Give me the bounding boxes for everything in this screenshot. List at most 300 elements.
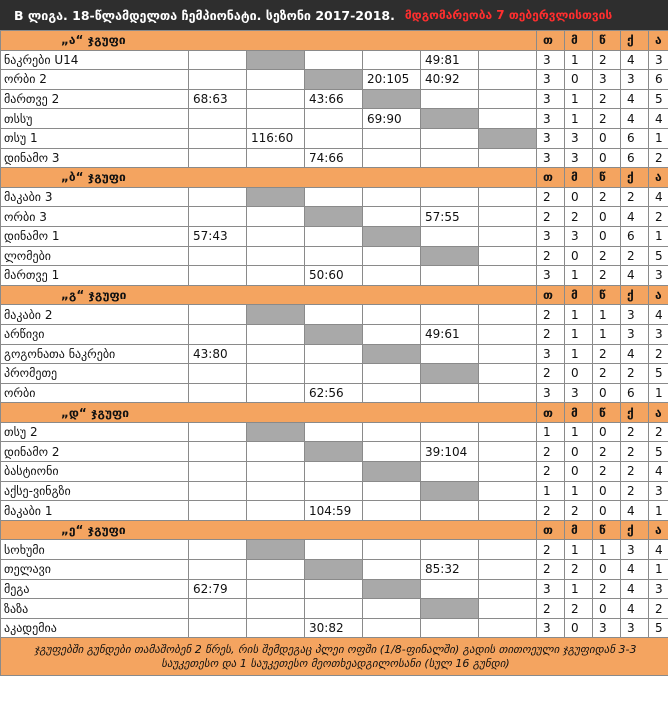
table-row — [1, 89, 668, 109]
stat-header: წ — [593, 285, 621, 305]
stat-cell: 3 — [649, 324, 668, 344]
score-cell — [247, 344, 305, 364]
team-name: თელავი — [1, 560, 189, 580]
group-name: „ა“ ჯგუფი — [1, 31, 537, 51]
score-cell — [421, 226, 479, 246]
stat-cell: 6 — [621, 226, 649, 246]
group-header-row — [1, 403, 668, 423]
score-cell — [421, 462, 479, 482]
score-cell: 49:61 — [421, 324, 479, 344]
stat-header: ა — [649, 168, 668, 188]
stat-cell: 0 — [593, 422, 621, 442]
table-row — [1, 599, 668, 619]
stat-cell: 1 — [593, 324, 621, 344]
score-cell — [189, 109, 247, 129]
stat-header: წ — [593, 168, 621, 188]
score-cell: 43:66 — [305, 89, 363, 109]
stat-cell: 0 — [565, 618, 593, 638]
table-row — [1, 383, 668, 403]
stat-header: მ — [565, 403, 593, 423]
empty-cell — [479, 442, 537, 462]
stat-cell: 2 — [621, 422, 649, 442]
score-cell: 39:104 — [421, 442, 479, 462]
score-cell — [189, 246, 247, 266]
score-cell — [421, 266, 479, 286]
stat-cell: 0 — [593, 207, 621, 227]
stat-cell: 2 — [565, 560, 593, 580]
empty-cell — [479, 422, 537, 442]
stat-cell: 3 — [537, 50, 565, 70]
stat-cell: 4 — [621, 344, 649, 364]
score-cell — [247, 599, 305, 619]
stat-header: ქ — [621, 285, 649, 305]
stat-cell: 2 — [565, 501, 593, 521]
stat-cell: 2 — [593, 344, 621, 364]
standings-table — [0, 30, 668, 676]
score-cell — [305, 462, 363, 482]
stat-cell: 2 — [649, 148, 668, 168]
score-cell — [421, 501, 479, 521]
stat-cell: 1 — [649, 501, 668, 521]
stat-cell: 6 — [621, 383, 649, 403]
stat-header: მ — [565, 168, 593, 188]
stat-cell: 5 — [649, 364, 668, 384]
score-cell — [363, 501, 421, 521]
score-cell — [363, 383, 421, 403]
table-row — [1, 70, 668, 90]
played-cell — [421, 109, 479, 129]
table-row — [1, 109, 668, 129]
empty-cell — [479, 207, 537, 227]
stat-cell: 2 — [593, 442, 621, 462]
empty-cell — [479, 148, 537, 168]
played-cell — [305, 70, 363, 90]
stat-cell: 0 — [593, 383, 621, 403]
empty-cell — [479, 305, 537, 325]
team-name: ზაზა — [1, 599, 189, 619]
score-cell — [247, 442, 305, 462]
stat-cell: 2 — [537, 540, 565, 560]
team-name: მართვე 1 — [1, 266, 189, 286]
table-row — [1, 579, 668, 599]
table-row — [1, 344, 668, 364]
score-cell — [247, 364, 305, 384]
score-cell — [305, 246, 363, 266]
stat-header: ქ — [621, 403, 649, 423]
team-name: ბასტიონი — [1, 462, 189, 482]
stat-cell: 1 — [537, 481, 565, 501]
stat-cell: 2 — [593, 246, 621, 266]
stat-cell: 3 — [537, 344, 565, 364]
stat-cell: 1 — [593, 305, 621, 325]
stat-cell: 2 — [537, 560, 565, 580]
score-cell — [421, 618, 479, 638]
team-name: აქსე-ვინგზი — [1, 481, 189, 501]
stat-header: ა — [649, 520, 668, 540]
score-cell: 40:92 — [421, 70, 479, 90]
team-name: პრომეთე — [1, 364, 189, 384]
stat-cell: 3 — [565, 383, 593, 403]
played-cell — [421, 364, 479, 384]
stat-cell: 2 — [593, 364, 621, 384]
score-cell: 104:59 — [305, 501, 363, 521]
score-cell — [189, 266, 247, 286]
score-cell — [247, 70, 305, 90]
stat-cell: 2 — [593, 187, 621, 207]
stat-cell: 2 — [649, 422, 668, 442]
score-cell — [305, 579, 363, 599]
score-cell — [247, 618, 305, 638]
score-cell — [363, 324, 421, 344]
stat-header: მ — [565, 31, 593, 51]
stat-cell: 2 — [593, 50, 621, 70]
group-header-row — [1, 31, 668, 51]
stat-cell: 3 — [537, 226, 565, 246]
stat-cell: 3 — [537, 618, 565, 638]
score-cell: 62:79 — [189, 579, 247, 599]
score-cell — [247, 579, 305, 599]
stat-cell: 2 — [537, 501, 565, 521]
stat-header: თ — [537, 403, 565, 423]
stat-cell: 2 — [621, 462, 649, 482]
table-row — [1, 128, 668, 148]
stat-cell: 5 — [649, 89, 668, 109]
stat-cell: 1 — [565, 481, 593, 501]
score-cell — [305, 305, 363, 325]
table-row — [1, 187, 668, 207]
score-cell — [363, 364, 421, 384]
empty-cell — [479, 70, 537, 90]
score-cell — [247, 324, 305, 344]
stat-cell: 4 — [621, 207, 649, 227]
stat-cell: 3 — [621, 618, 649, 638]
empty-cell — [479, 579, 537, 599]
score-cell — [247, 481, 305, 501]
stat-cell: 3 — [649, 266, 668, 286]
stat-cell: 5 — [649, 246, 668, 266]
empty-cell — [479, 540, 537, 560]
played-cell — [247, 187, 305, 207]
team-name: თსუ 2 — [1, 422, 189, 442]
team-name: დინამო 2 — [1, 442, 189, 462]
score-cell — [189, 324, 247, 344]
stat-cell: 6 — [621, 148, 649, 168]
score-cell — [363, 128, 421, 148]
score-cell — [363, 442, 421, 462]
team-name: თსსუ — [1, 109, 189, 129]
played-cell — [305, 207, 363, 227]
played-cell — [247, 540, 305, 560]
team-name: მაკაბი 2 — [1, 305, 189, 325]
stat-cell: 4 — [621, 50, 649, 70]
played-cell — [305, 560, 363, 580]
stat-cell: 0 — [593, 226, 621, 246]
score-cell — [247, 89, 305, 109]
stat-cell: 3 — [537, 128, 565, 148]
table-row — [1, 618, 668, 638]
table-row — [1, 50, 668, 70]
stat-cell: 0 — [593, 128, 621, 148]
played-cell — [479, 128, 537, 148]
stat-cell: 2 — [649, 344, 668, 364]
empty-cell — [479, 226, 537, 246]
score-cell: 85:32 — [421, 560, 479, 580]
stat-cell: 0 — [593, 481, 621, 501]
stat-cell: 6 — [649, 70, 668, 90]
table-row — [1, 462, 668, 482]
score-cell: 69:90 — [363, 109, 421, 129]
score-cell — [305, 364, 363, 384]
stat-cell: 3 — [537, 383, 565, 403]
stat-header: ა — [649, 31, 668, 51]
page-title: B ლიგა. 18-წლამდელთა ჩემპიონატი. სეზონი 2017-2018. — [14, 7, 395, 23]
stat-cell: 2 — [537, 442, 565, 462]
stat-cell: 2 — [537, 599, 565, 619]
score-cell — [305, 422, 363, 442]
table-row — [1, 442, 668, 462]
stat-cell: 1 — [565, 305, 593, 325]
table-row — [1, 148, 668, 168]
stat-cell: 3 — [565, 148, 593, 168]
score-cell: 74:66 — [305, 148, 363, 168]
group-header-row — [1, 520, 668, 540]
standings-body — [1, 31, 668, 676]
team-name: ლომები — [1, 246, 189, 266]
stat-cell: 2 — [565, 207, 593, 227]
table-row — [1, 305, 668, 325]
table-row — [1, 501, 668, 521]
score-cell — [247, 207, 305, 227]
stat-cell: 3 — [621, 540, 649, 560]
stat-cell: 0 — [593, 501, 621, 521]
stat-cell: 2 — [537, 187, 565, 207]
score-cell — [305, 187, 363, 207]
score-cell — [189, 148, 247, 168]
stat-header: ქ — [621, 31, 649, 51]
score-cell — [189, 540, 247, 560]
score-cell — [363, 187, 421, 207]
stat-cell: 2 — [593, 266, 621, 286]
stat-cell: 2 — [537, 462, 565, 482]
empty-cell — [479, 344, 537, 364]
stat-header: თ — [537, 285, 565, 305]
empty-cell — [479, 89, 537, 109]
stat-header: წ — [593, 520, 621, 540]
stat-header: ქ — [621, 168, 649, 188]
group-name: „ე“ ჯგუფი — [1, 520, 537, 540]
stat-cell: 3 — [537, 148, 565, 168]
score-cell — [363, 50, 421, 70]
score-cell — [421, 383, 479, 403]
empty-cell — [479, 618, 537, 638]
table-row — [1, 266, 668, 286]
stat-cell: 2 — [621, 246, 649, 266]
empty-cell — [479, 187, 537, 207]
score-cell: 30:82 — [305, 618, 363, 638]
table-row — [1, 540, 668, 560]
footer-note: ჯგუფებში გუნდები თამაშობენ 2 წრეს, რის შემდეგაც პლეი ოფში (1/8-ფინალში) გადის თითოეული ჯგუფიდან 3-3 საუკეთესო და 1 საუკეთესო მეოთხეადგილოსანი (სულ 16 გუნდი) — [1, 638, 668, 676]
stat-cell: 3 — [537, 579, 565, 599]
score-cell — [421, 422, 479, 442]
stat-cell: 5 — [649, 618, 668, 638]
score-cell — [189, 364, 247, 384]
team-name: დინამო 3 — [1, 148, 189, 168]
stat-cell: 1 — [649, 383, 668, 403]
table-row — [1, 246, 668, 266]
title-bar — [0, 0, 668, 30]
stat-cell: 3 — [537, 109, 565, 129]
score-cell — [363, 305, 421, 325]
empty-cell — [479, 324, 537, 344]
stat-cell: 0 — [593, 560, 621, 580]
empty-cell — [479, 560, 537, 580]
team-name: ორბი 2 — [1, 70, 189, 90]
stat-cell: 2 — [537, 305, 565, 325]
stat-cell: 3 — [537, 266, 565, 286]
score-cell — [363, 207, 421, 227]
score-cell — [305, 128, 363, 148]
stat-header: მ — [565, 285, 593, 305]
group-name: „გ“ ჯგუფი — [1, 285, 537, 305]
group-header-row — [1, 285, 668, 305]
stat-cell: 2 — [537, 364, 565, 384]
score-cell — [363, 246, 421, 266]
stat-cell: 0 — [593, 599, 621, 619]
stat-cell: 1 — [537, 422, 565, 442]
played-cell — [421, 599, 479, 619]
empty-cell — [479, 481, 537, 501]
stat-cell: 3 — [649, 579, 668, 599]
stat-cell: 2 — [649, 207, 668, 227]
score-cell — [305, 109, 363, 129]
score-cell — [189, 128, 247, 148]
stat-cell: 0 — [593, 148, 621, 168]
stat-cell: 2 — [537, 207, 565, 227]
table-row — [1, 364, 668, 384]
stat-cell: 4 — [649, 187, 668, 207]
stat-header: თ — [537, 520, 565, 540]
stat-cell: 0 — [565, 442, 593, 462]
score-cell — [363, 148, 421, 168]
score-cell — [189, 462, 247, 482]
empty-cell — [479, 364, 537, 384]
empty-cell — [479, 266, 537, 286]
stat-cell: 1 — [565, 344, 593, 364]
score-cell — [421, 305, 479, 325]
team-name: მაკაბი 1 — [1, 501, 189, 521]
stat-cell: 4 — [649, 109, 668, 129]
table-row — [1, 422, 668, 442]
stat-cell: 0 — [565, 70, 593, 90]
stat-cell: 1 — [565, 540, 593, 560]
team-name: აკადემია — [1, 618, 189, 638]
score-cell — [189, 70, 247, 90]
score-cell — [189, 50, 247, 70]
stat-cell: 3 — [565, 128, 593, 148]
stat-header: თ — [537, 31, 565, 51]
stat-cell: 2 — [593, 89, 621, 109]
empty-cell — [479, 462, 537, 482]
stat-cell: 1 — [649, 128, 668, 148]
score-cell — [189, 383, 247, 403]
stat-cell: 2 — [649, 599, 668, 619]
stat-cell: 2 — [593, 109, 621, 129]
score-cell — [305, 344, 363, 364]
played-cell — [305, 442, 363, 462]
stat-cell: 5 — [649, 442, 668, 462]
score-cell — [305, 540, 363, 560]
score-cell — [421, 187, 479, 207]
stat-cell: 1 — [565, 89, 593, 109]
played-cell — [363, 344, 421, 364]
stat-cell: 2 — [621, 442, 649, 462]
score-cell: 68:63 — [189, 89, 247, 109]
score-cell — [247, 501, 305, 521]
score-cell — [189, 560, 247, 580]
score-cell — [247, 560, 305, 580]
team-name: მეგა — [1, 579, 189, 599]
stat-cell: 1 — [565, 266, 593, 286]
score-cell — [363, 540, 421, 560]
group-name: „ბ“ ჯგუფი — [1, 168, 537, 188]
empty-cell — [479, 50, 537, 70]
stat-cell: 0 — [565, 246, 593, 266]
score-cell: 49:81 — [421, 50, 479, 70]
score-cell — [421, 148, 479, 168]
played-cell — [305, 324, 363, 344]
score-cell — [363, 618, 421, 638]
table-row — [1, 207, 668, 227]
stat-cell: 4 — [621, 501, 649, 521]
score-cell — [189, 422, 247, 442]
score-cell — [363, 481, 421, 501]
stat-cell: 1 — [565, 109, 593, 129]
table-row — [1, 560, 668, 580]
team-name: მაკაბი 3 — [1, 187, 189, 207]
score-cell — [189, 187, 247, 207]
stat-cell: 0 — [565, 187, 593, 207]
stat-cell: 2 — [621, 364, 649, 384]
team-name: თსუ 1 — [1, 128, 189, 148]
stat-cell: 4 — [621, 599, 649, 619]
table-row — [1, 226, 668, 246]
score-cell: 43:80 — [189, 344, 247, 364]
team-name: მართვე 2 — [1, 89, 189, 109]
table-row — [1, 324, 668, 344]
stat-cell: 1 — [565, 579, 593, 599]
stat-cell: 3 — [621, 70, 649, 90]
stat-cell: 3 — [593, 618, 621, 638]
played-cell — [363, 226, 421, 246]
stat-cell: 1 — [565, 324, 593, 344]
empty-cell — [479, 599, 537, 619]
score-cell — [247, 226, 305, 246]
score-cell — [305, 481, 363, 501]
stat-cell: 4 — [621, 89, 649, 109]
stat-cell: 3 — [621, 324, 649, 344]
score-cell — [189, 599, 247, 619]
score-cell: 57:55 — [421, 207, 479, 227]
score-cell — [305, 599, 363, 619]
stat-cell: 4 — [621, 579, 649, 599]
score-cell — [421, 344, 479, 364]
stat-cell: 4 — [621, 266, 649, 286]
score-cell — [363, 266, 421, 286]
empty-cell — [479, 383, 537, 403]
score-cell — [189, 481, 247, 501]
team-name: არწივი — [1, 324, 189, 344]
score-cell — [189, 501, 247, 521]
